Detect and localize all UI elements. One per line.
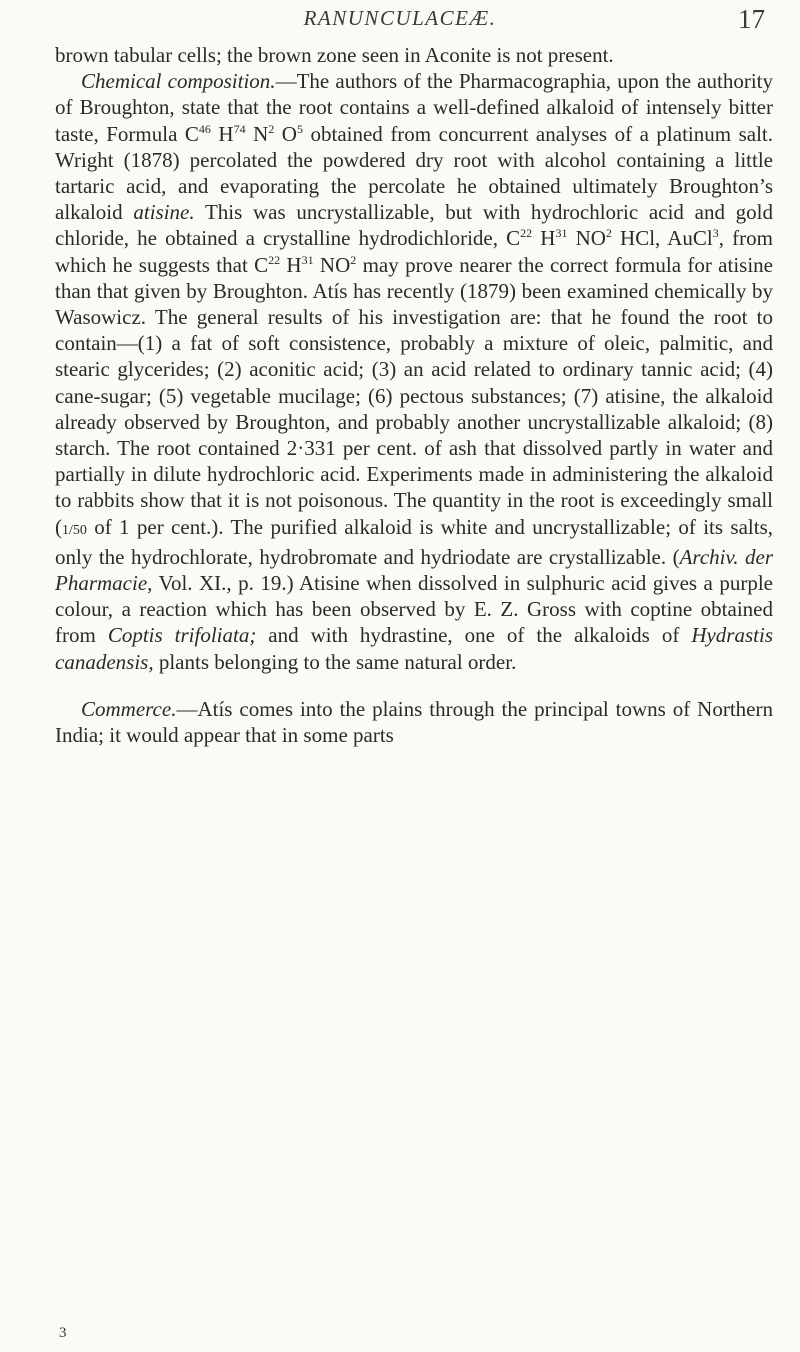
text-run: H <box>210 121 234 146</box>
text-run: , from which he suggests that C <box>55 226 773 277</box>
paragraph-commerce <box>55 696 773 748</box>
italic-text: Hydrastis canadensis, <box>55 623 773 674</box>
italic-text: Commerce. <box>81 696 177 721</box>
text-run: of 1 per cent.). The purified alkaloid is white and uncrystallizable; of its salts, only the hydrochlorate, hydrobromate and hydriodate are crystallizable. ( <box>55 514 773 569</box>
formula-superscript: 31 <box>555 226 568 241</box>
paragraph-cell-description <box>55 42 773 68</box>
text-run: Vol. XI., p. 19.) Atisine when dissolved in sulphuric acid gives a purple colour, a reaction which has been observed by E. Z. Gross with coptine obtained from <box>55 571 773 648</box>
text-run: This was uncrystallizable, but with hydrochloric acid and gold chloride, he obtained a crystalline hydrodichloride, C <box>55 200 773 251</box>
italic-text: atisine. <box>133 200 195 225</box>
italic-text: Chemical composition. <box>81 69 276 94</box>
body-text <box>55 42 773 748</box>
text-run: H <box>280 252 302 277</box>
italic-text: Archiv. der Pharmacie, <box>55 544 773 596</box>
text-run: NO <box>313 252 351 277</box>
signature-mark: 3 <box>59 1325 67 1341</box>
formula-superscript: 2 <box>605 226 612 241</box>
text-run: N <box>245 121 269 146</box>
formula-superscript: 31 <box>301 252 314 267</box>
text-run: NO <box>567 226 606 251</box>
formula-superscript: 3 <box>712 226 719 241</box>
text-run: HCl, AuCl <box>611 226 713 251</box>
formula-superscript: 46 <box>198 121 211 136</box>
page-number: 17 <box>738 4 765 34</box>
running-title: RANUNCULACEÆ. <box>303 6 497 30</box>
running-head <box>0 4 800 36</box>
text-run: may prove nearer the correct formula for atisine than that given by Broughton. Atís has recently (1879) been examined chemically by Wasowicz. The general results of his investigation are: that he found the root to contain—(1) a fat of soft consistence, probably a mixture of oleic, palmitic, and stearic glycerides; (2) aconitic acid; (3) an acid related to ordinary tannic acid; (4) cane-sugar; (5) vegetable mucilage; (6) pectous substances; (7) atisine, the alkaloid already observed by Broughton, and probably another uncrystallizable alkaloid; (8) starch. The root contained 2·331 per cent. of ash that dissolved partly in water and partially in dilute hydrochloric acid. Experiments made in administering the alkaloid to rabbits show that it is not poisonous. The quantity in the root is exceedingly small ( <box>55 252 773 539</box>
formula-superscript: 2 <box>350 252 357 267</box>
text-run: brown tabular cells; the brown zone seen in Aconite is not present. <box>55 43 614 67</box>
italic-text: Coptis trifoliata; <box>107 623 257 648</box>
text-run: H <box>532 226 556 251</box>
formula-superscript: 22 <box>268 252 281 267</box>
text-run: and with hydrastine, one of the alkaloids of <box>256 623 692 648</box>
paragraph-chemical-composition <box>55 68 773 675</box>
text-run: O <box>274 121 297 146</box>
text-run: —The authors of the Pharmacographia, upon the authority of Broughton, state that the root contains a well-defined alkaloid of intensely bitter taste, Formula C <box>55 69 773 146</box>
text-run: obtained from concurrent analyses of a platinum salt. Wright (1878) percolated the powdered dry root with alcohol containing a little tartaric acid, and evaporating the percolate he obtained ultimately Broughton’s alkaloid <box>55 121 774 225</box>
formula-superscript: 74 <box>233 121 246 136</box>
fraction: 1/50 <box>62 522 87 538</box>
formula-superscript: 5 <box>296 121 303 136</box>
formula-superscript: 22 <box>520 226 533 241</box>
text-run: —Atís comes into the plains through the principal towns of Northern India; it would appear that in some parts <box>55 696 773 748</box>
formula-superscript: 2 <box>268 121 275 136</box>
text-run: plants belonging to the same natural order. <box>153 649 517 674</box>
